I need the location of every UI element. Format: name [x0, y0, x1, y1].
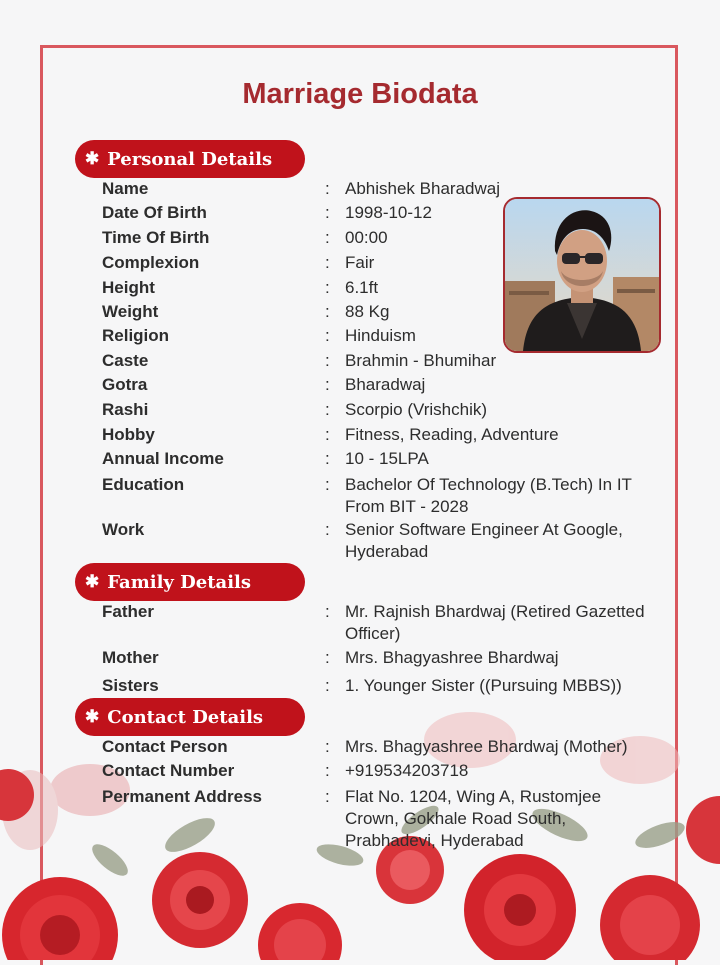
detail-label: Contact Number	[102, 761, 235, 780]
asterisk-icon: ✱	[85, 707, 100, 727]
family-details-header	[75, 563, 305, 601]
detail-value: 1. Younger Sister ((Pursuing MBBS))	[345, 676, 622, 695]
personal-details-header	[75, 140, 305, 178]
separator-colon: :	[325, 228, 330, 247]
asterisk-icon: ✱	[85, 572, 100, 592]
detail-value: Fair	[345, 253, 375, 272]
detail-value: 10 - 15LPA	[345, 449, 429, 468]
separator-colon: :	[325, 326, 330, 345]
detail-label: Annual Income	[102, 449, 224, 468]
separator-colon: :	[325, 475, 330, 494]
detail-label: Sisters	[102, 676, 159, 695]
separator-colon: :	[325, 602, 330, 621]
separator-colon: :	[325, 179, 330, 198]
detail-label: Permanent Address	[102, 787, 262, 806]
separator-colon: :	[325, 449, 330, 468]
detail-value: Brahmin - Bhumihar	[345, 351, 497, 370]
detail-value: Fitness, Reading, Adventure	[345, 425, 559, 444]
separator-colon: :	[325, 787, 330, 806]
separator-colon: :	[325, 278, 330, 297]
separator-colon: :	[325, 676, 330, 695]
detail-label: Height	[102, 278, 155, 297]
detail-label: Hobby	[102, 425, 155, 444]
detail-value: Senior Software Engineer At Google, Hyderabad	[345, 520, 623, 561]
section-heading: Personal Details	[107, 148, 273, 170]
detail-value: 1998-10-12	[345, 203, 432, 222]
separator-colon: :	[325, 520, 330, 539]
separator-colon: :	[325, 375, 330, 394]
detail-label: Father	[102, 602, 154, 621]
section-heading: Family Details	[107, 571, 252, 593]
detail-value: Flat No. 1204, Wing A, Rustomjee Crown, Gokhale Road South, Prabhadevi, Hyderabad	[345, 787, 602, 850]
section-heading: Contact Details	[107, 706, 264, 728]
asterisk-icon: ✱	[85, 149, 100, 169]
detail-label: Mother	[102, 648, 159, 667]
detail-label: Caste	[102, 351, 149, 370]
detail-label: Complexion	[102, 253, 200, 272]
detail-value: 00:00	[345, 228, 388, 247]
detail-value: Bharadwaj	[345, 375, 426, 394]
separator-colon: :	[325, 425, 330, 444]
detail-label: Date Of Birth	[102, 203, 207, 222]
separator-colon: :	[325, 761, 330, 780]
detail-label: Weight	[102, 302, 159, 321]
detail-label: Religion	[102, 326, 170, 345]
page-title: Marriage Biodata	[242, 78, 478, 110]
detail-value: Mrs. Bhagyashree Bhardwaj	[345, 648, 559, 667]
detail-label: Time Of Birth	[102, 228, 210, 247]
detail-value: Hinduism	[345, 326, 416, 345]
detail-label: Name	[102, 179, 149, 198]
separator-colon: :	[325, 203, 330, 222]
detail-label: Rashi	[102, 400, 149, 419]
detail-value: Mrs. Bhagyashree Bhardwaj (Mother)	[345, 737, 628, 756]
detail-label: Work	[102, 520, 145, 539]
separator-colon: :	[325, 351, 330, 370]
detail-label: Education	[102, 475, 185, 494]
detail-value: 88 Kg	[345, 302, 390, 321]
detail-value: 6.1ft	[345, 278, 379, 297]
detail-label: Gotra	[102, 375, 148, 394]
separator-colon: :	[325, 400, 330, 419]
detail-value: Mr. Rajnish Bhardwaj (Retired Gazetted Officer)	[345, 602, 645, 643]
detail-value: +919534203718	[345, 761, 469, 780]
separator-colon: :	[325, 253, 330, 272]
separator-colon: :	[325, 302, 330, 321]
detail-value: Abhishek Bharadwaj	[345, 179, 500, 198]
separator-colon: :	[325, 737, 330, 756]
separator-colon: :	[325, 648, 330, 667]
detail-label: Contact Person	[102, 737, 228, 756]
detail-value: Scorpio (Vrishchik)	[345, 400, 488, 419]
detail-value: Bachelor Of Technology (B.Tech) In IT From BIT - 2028	[345, 475, 632, 516]
